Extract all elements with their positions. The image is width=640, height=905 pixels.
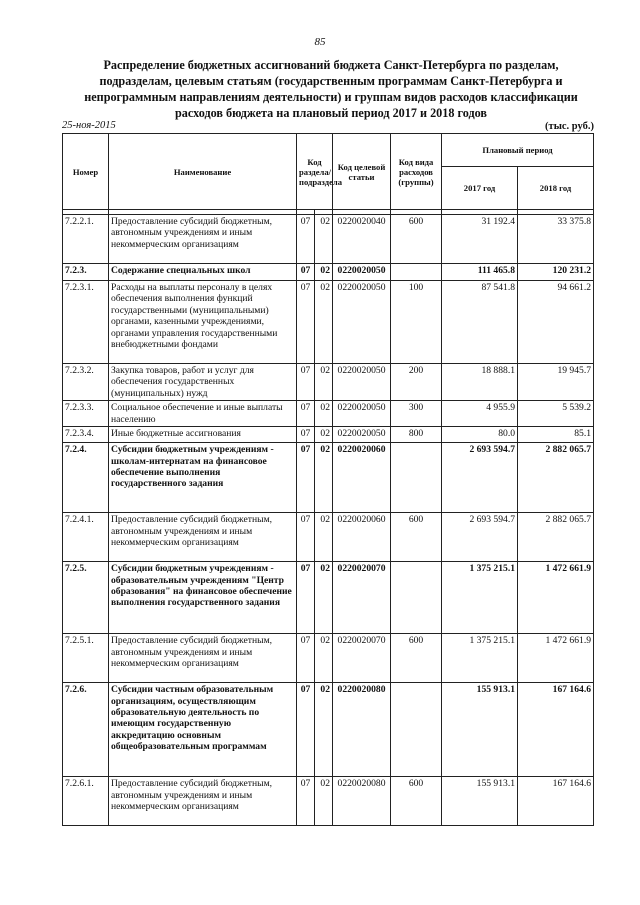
row-name: Расходы на выплаты персоналу в целях обеспечения выполнения функций государственными (муниципальными) органами, казенными учреждениями, органами управления государственными внебюджетными фондами (109, 281, 297, 364)
row-number: 7.2.5.1. (63, 634, 109, 683)
row-name: Содержание специальных школ (109, 264, 297, 281)
row-target-code: 0220020050 (333, 281, 391, 364)
row-group-code (391, 683, 442, 777)
row-number: 7.2.4. (63, 443, 109, 513)
table-row (63, 513, 594, 562)
page-number: 85 (314, 36, 326, 48)
row-name: Закупка товаров, работ и услуг для обеспечения государственных (муниципальных) нужд (109, 364, 297, 401)
header-plan: Плановый период (442, 134, 594, 167)
table-row (63, 683, 594, 777)
row-amount-2017: 4 955.9 (442, 401, 518, 427)
row-target-code: 0220020080 (333, 777, 391, 826)
row-number: 7.2.6. (63, 683, 109, 777)
row-section-code: 07 (297, 513, 315, 562)
row-group-code: 600 (391, 634, 442, 683)
row-section-code: 07 (297, 264, 315, 281)
row-group-code: 600 (391, 215, 442, 264)
table-body (63, 215, 594, 826)
row-subsection-code: 02 (315, 264, 333, 281)
row-amount-2018: 167 164.6 (518, 777, 594, 826)
row-section-code: 07 (297, 215, 315, 264)
table-row (63, 777, 594, 826)
document-title: Распределение бюджетных ассигнований бюджета Санкт-Петербурга по разделам, подразделам, целевым статьям (государственным программам Санкт-Петербурга и непрограммным направлениям деятельности) и группам видов расходов классификации расходов бюджета на плановый период 2017 и 2018 годов (84, 58, 578, 120)
row-amount-2018: 2 882 065.7 (518, 513, 594, 562)
header-target: Код целевой статьи (333, 134, 391, 210)
row-group-code (391, 264, 442, 281)
row-amount-2017: 111 465.8 (442, 264, 518, 281)
row-subsection-code: 02 (315, 281, 333, 364)
row-section-code: 07 (297, 777, 315, 826)
row-name: Иные бюджетные ассигнования (109, 427, 297, 443)
row-amount-2018: 85.1 (518, 427, 594, 443)
table-row (63, 364, 594, 401)
row-amount-2017: 1 375 215.1 (442, 562, 518, 634)
row-section-code: 07 (297, 401, 315, 427)
row-amount-2018: 94 661.2 (518, 281, 594, 364)
row-amount-2017: 2 693 594.7 (442, 513, 518, 562)
row-subsection-code: 02 (315, 683, 333, 777)
document-date: 25-ноя-2015 (62, 120, 116, 131)
row-target-code: 0220020060 (333, 513, 391, 562)
row-name: Субсидии бюджетным учреждениям - школам-интернатам на финансовое обеспечение выполнения государственного задания (109, 443, 297, 513)
row-subsection-code: 02 (315, 401, 333, 427)
header-group: Код вида расходов (группы) (391, 134, 442, 210)
row-subsection-code: 02 (315, 634, 333, 683)
row-group-code: 200 (391, 364, 442, 401)
row-subsection-code: 02 (315, 364, 333, 401)
table-row (63, 281, 594, 364)
table-row (63, 562, 594, 634)
table-row (63, 401, 594, 427)
row-number: 7.2.3.3. (63, 401, 109, 427)
row-number: 7.2.4.1. (63, 513, 109, 562)
row-target-code: 0220020050 (333, 401, 391, 427)
row-amount-2018: 1 472 661.9 (518, 634, 594, 683)
row-subsection-code: 02 (315, 427, 333, 443)
row-amount-2017: 1 375 215.1 (442, 634, 518, 683)
row-section-code: 07 (297, 364, 315, 401)
row-section-code: 07 (297, 683, 315, 777)
row-number: 7.2.5. (63, 562, 109, 634)
table-row (63, 634, 594, 683)
row-target-code: 0220020050 (333, 364, 391, 401)
row-subsection-code: 02 (315, 513, 333, 562)
row-subsection-code: 02 (315, 777, 333, 826)
row-number: 7.2.3.4. (63, 427, 109, 443)
header-year-2018: 2018 год (518, 167, 594, 210)
row-section-code: 07 (297, 634, 315, 683)
row-section-code: 07 (297, 281, 315, 364)
row-name: Предоставление субсидий бюджетным, автономным учреждениям и иным некоммерческим организациям (109, 777, 297, 826)
row-amount-2017: 80.0 (442, 427, 518, 443)
row-number: 7.2.3.1. (63, 281, 109, 364)
row-amount-2017: 155 913.1 (442, 777, 518, 826)
row-number: 7.2.2.1. (63, 215, 109, 264)
table-row (63, 427, 594, 443)
row-name: Предоставление субсидий бюджетным, автономным учреждениям и иным некоммерческим организациям (109, 215, 297, 264)
row-target-code: 0220020070 (333, 562, 391, 634)
row-group-code: 800 (391, 427, 442, 443)
row-group-code: 300 (391, 401, 442, 427)
row-number: 7.2.3.2. (63, 364, 109, 401)
header-section: Код раздела/ подраздела (297, 134, 333, 210)
row-target-code: 0220020040 (333, 215, 391, 264)
row-name: Предоставление субсидий бюджетным, автономным учреждениям и иным некоммерческим организациям (109, 634, 297, 683)
row-amount-2017: 87 541.8 (442, 281, 518, 364)
row-amount-2018: 1 472 661.9 (518, 562, 594, 634)
header-number: Номер (63, 134, 109, 210)
row-subsection-code: 02 (315, 562, 333, 634)
row-name: Предоставление субсидий бюджетным, автономным учреждениям и иным некоммерческим организациям (109, 513, 297, 562)
row-amount-2018: 120 231.2 (518, 264, 594, 281)
row-target-code: 0220020060 (333, 443, 391, 513)
header-name: Наименование (109, 134, 297, 210)
units-label: (тыс. руб.) (545, 121, 594, 132)
row-amount-2018: 19 945.7 (518, 364, 594, 401)
row-target-code: 0220020080 (333, 683, 391, 777)
row-section-code: 07 (297, 443, 315, 513)
row-name: Субсидии частным образовательным организациям, осуществляющим образовательную деятельность по имеющим государственную аккредитацию основным общеобразовательным программам (109, 683, 297, 777)
row-amount-2018: 5 539.2 (518, 401, 594, 427)
row-section-code: 07 (297, 562, 315, 634)
row-amount-2018: 33 375.8 (518, 215, 594, 264)
row-subsection-code: 02 (315, 215, 333, 264)
row-target-code: 0220020050 (333, 427, 391, 443)
row-section-code: 07 (297, 427, 315, 443)
row-number: 7.2.6.1. (63, 777, 109, 826)
budget-table (62, 133, 594, 826)
row-group-code: 600 (391, 513, 442, 562)
row-subsection-code: 02 (315, 443, 333, 513)
row-amount-2017: 31 192.4 (442, 215, 518, 264)
row-name: Социальное обеспечение и иные выплаты населению (109, 401, 297, 427)
row-group-code (391, 562, 442, 634)
row-group-code (391, 443, 442, 513)
table-row (63, 443, 594, 513)
row-group-code: 100 (391, 281, 442, 364)
row-number: 7.2.3. (63, 264, 109, 281)
row-target-code: 0220020070 (333, 634, 391, 683)
row-amount-2017: 18 888.1 (442, 364, 518, 401)
row-target-code: 0220020050 (333, 264, 391, 281)
row-name: Субсидии бюджетным учреждениям - образовательным учреждениям "Центр образования" на финансовое обеспечение выполнения государственного задания (109, 562, 297, 634)
table-row (63, 215, 594, 264)
table-row (63, 264, 594, 281)
header-year-2017: 2017 год (442, 167, 518, 210)
row-amount-2017: 155 913.1 (442, 683, 518, 777)
row-amount-2017: 2 693 594.7 (442, 443, 518, 513)
row-amount-2018: 167 164.6 (518, 683, 594, 777)
row-amount-2018: 2 882 065.7 (518, 443, 594, 513)
row-group-code: 600 (391, 777, 442, 826)
